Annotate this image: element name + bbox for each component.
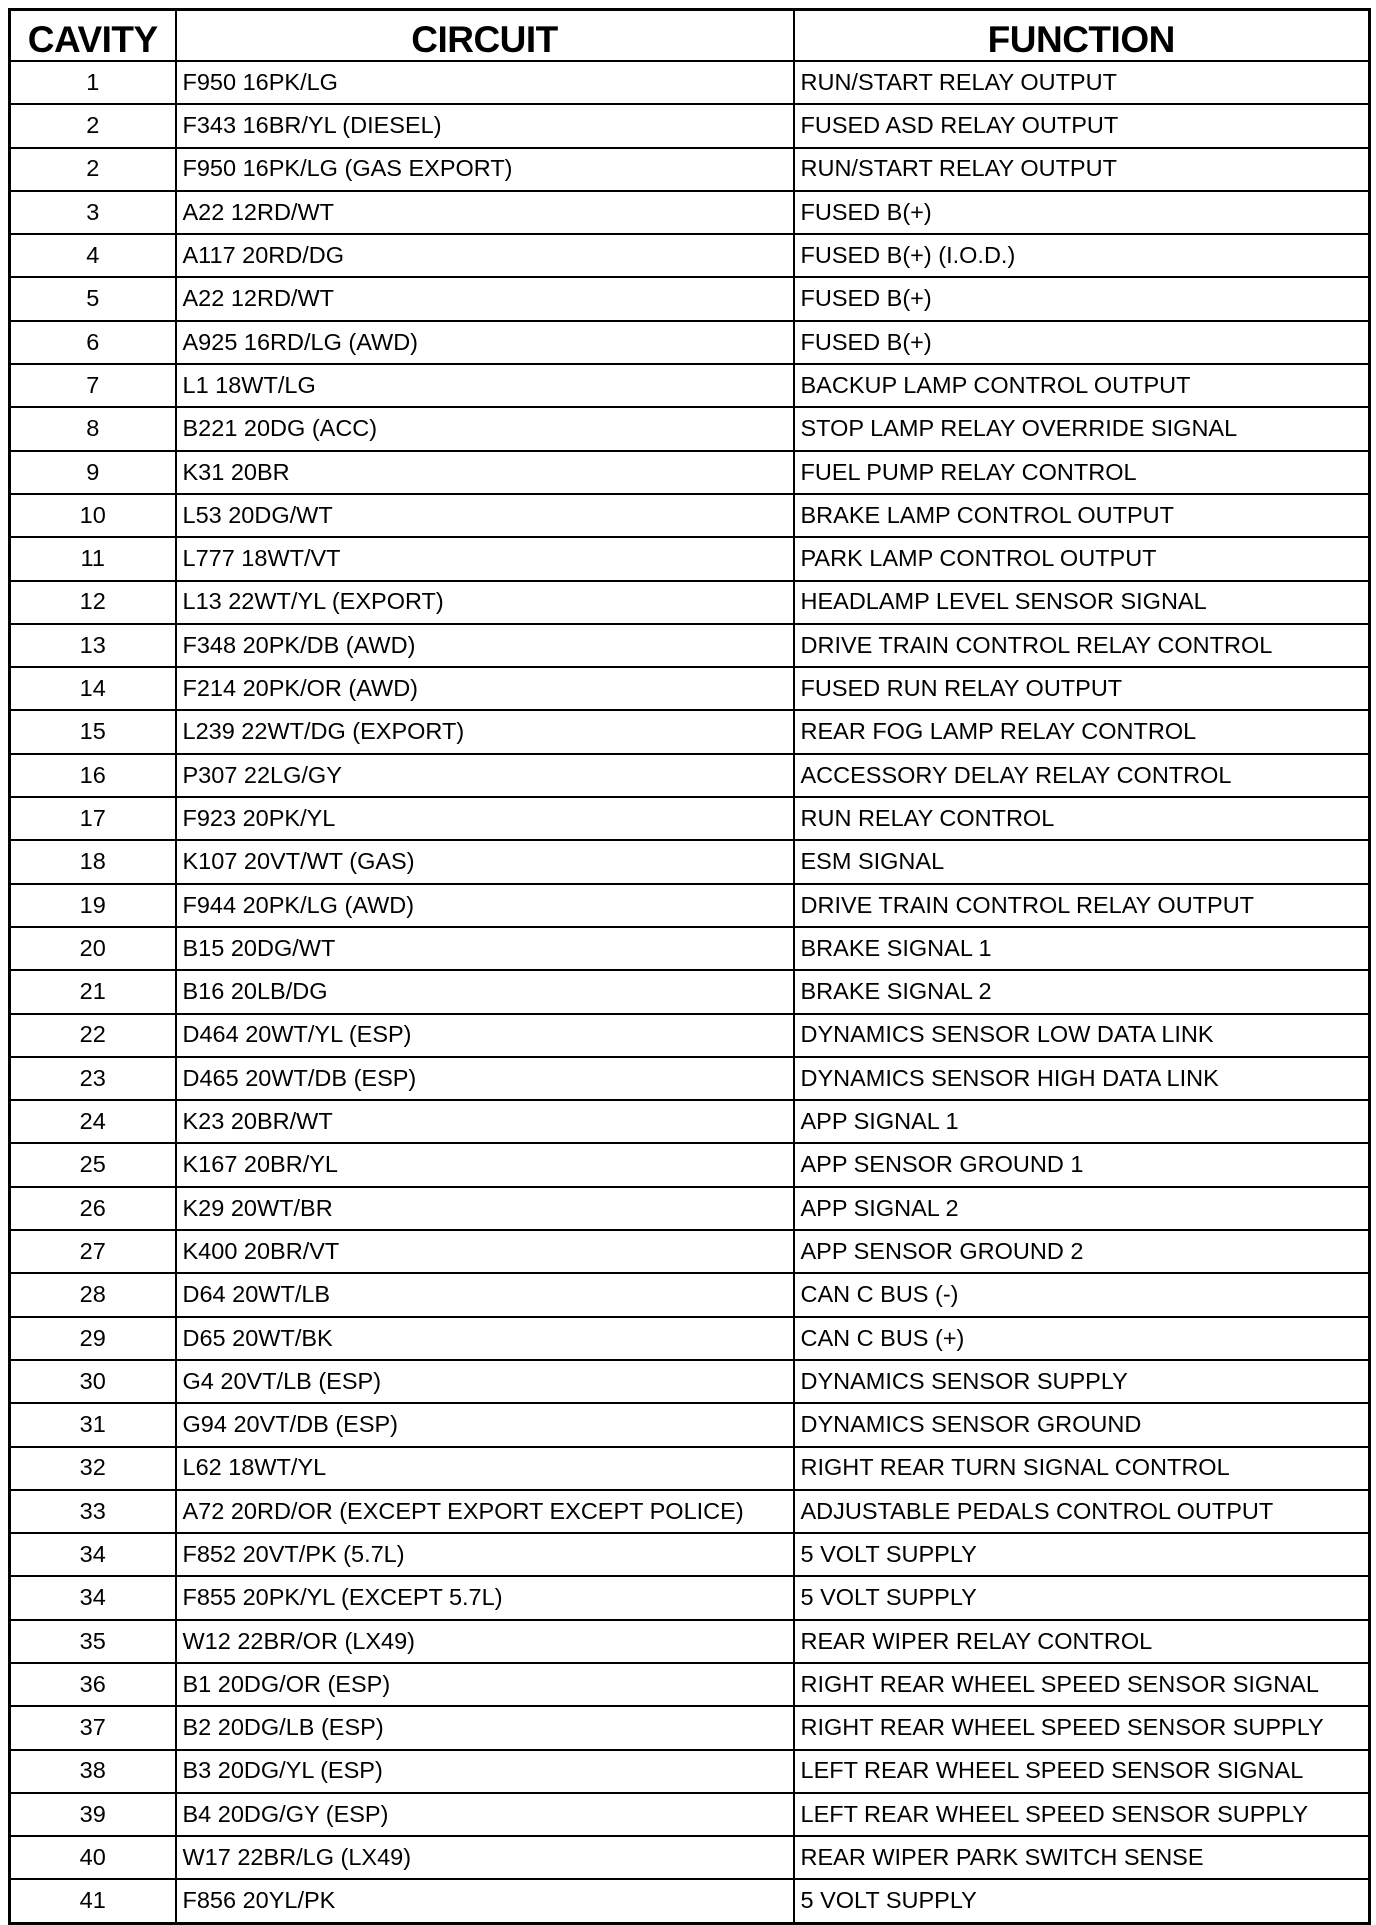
function-cell: DYNAMICS SENSOR LOW DATA LINK	[794, 1014, 1370, 1057]
cavity-cell: 24	[10, 1100, 176, 1143]
function-cell: CAN C BUS (+)	[794, 1317, 1370, 1360]
function-cell: ADJUSTABLE PEDALS CONTROL OUTPUT	[794, 1490, 1370, 1533]
cavity-cell: 40	[10, 1836, 176, 1879]
table-row	[10, 1879, 1370, 1923]
function-cell: 5 VOLT SUPPLY	[794, 1576, 1370, 1619]
cavity-cell: 27	[10, 1230, 176, 1273]
circuit-cell: F950 16PK/LG	[176, 61, 794, 104]
function-cell: 5 VOLT SUPPLY	[794, 1533, 1370, 1576]
circuit-cell: K29 20WT/BR	[176, 1187, 794, 1230]
function-cell: 5 VOLT SUPPLY	[794, 1879, 1370, 1923]
table-row	[10, 884, 1370, 927]
cavity-cell: 30	[10, 1360, 176, 1403]
circuit-cell: F343 16BR/YL (DIESEL)	[176, 104, 794, 147]
circuit-cell: L777 18WT/VT	[176, 537, 794, 580]
circuit-cell: B4 20DG/GY (ESP)	[176, 1793, 794, 1836]
circuit-cell: K167 20BR/YL	[176, 1143, 794, 1186]
function-cell: BRAKE LAMP CONTROL OUTPUT	[794, 494, 1370, 537]
cavity-cell: 12	[10, 581, 176, 624]
cavity-cell: 34	[10, 1576, 176, 1619]
cavity-cell: 13	[10, 624, 176, 667]
table-row	[10, 1317, 1370, 1360]
table-row	[10, 234, 1370, 277]
circuit-cell: L53 20DG/WT	[176, 494, 794, 537]
table-row	[10, 667, 1370, 710]
cavity-cell: 25	[10, 1143, 176, 1186]
circuit-cell: L62 18WT/YL	[176, 1447, 794, 1490]
circuit-cell: F923 20PK/YL	[176, 797, 794, 840]
cavity-cell: 1	[10, 61, 176, 104]
table-row	[10, 537, 1370, 580]
function-cell: STOP LAMP RELAY OVERRIDE SIGNAL	[794, 407, 1370, 450]
table-row	[10, 494, 1370, 537]
cavity-cell: 35	[10, 1620, 176, 1663]
cavity-cell: 36	[10, 1663, 176, 1706]
table-row	[10, 148, 1370, 191]
cavity-cell: 22	[10, 1014, 176, 1057]
table-row	[10, 1403, 1370, 1446]
table-row	[10, 1576, 1370, 1619]
table-row	[10, 1143, 1370, 1186]
circuit-cell: D465 20WT/DB (ESP)	[176, 1057, 794, 1100]
circuit-cell: B221 20DG (ACC)	[176, 407, 794, 450]
circuit-cell: A72 20RD/OR (EXCEPT EXPORT EXCEPT POLICE)	[176, 1490, 794, 1533]
table-row	[10, 624, 1370, 667]
circuit-cell: B15 20DG/WT	[176, 927, 794, 970]
circuit-cell: P307 22LG/GY	[176, 754, 794, 797]
cavity-cell: 32	[10, 1447, 176, 1490]
table-row	[10, 364, 1370, 407]
function-cell: BACKUP LAMP CONTROL OUTPUT	[794, 364, 1370, 407]
function-cell: RUN RELAY CONTROL	[794, 797, 1370, 840]
table-row	[10, 1057, 1370, 1100]
circuit-cell: F950 16PK/LG (GAS EXPORT)	[176, 148, 794, 191]
cavity-cell: 41	[10, 1879, 176, 1923]
cavity-cell: 11	[10, 537, 176, 580]
circuit-cell: W12 22BR/OR (LX49)	[176, 1620, 794, 1663]
circuit-cell: D464 20WT/YL (ESP)	[176, 1014, 794, 1057]
circuit-column-header: CIRCUIT	[176, 10, 794, 62]
table-row	[10, 451, 1370, 494]
function-cell: APP SENSOR GROUND 2	[794, 1230, 1370, 1273]
function-cell: FUEL PUMP RELAY CONTROL	[794, 451, 1370, 494]
circuit-cell: K31 20BR	[176, 451, 794, 494]
cavity-cell: 9	[10, 451, 176, 494]
circuit-cell: K23 20BR/WT	[176, 1100, 794, 1143]
cavity-cell: 5	[10, 277, 176, 320]
function-cell: BRAKE SIGNAL 2	[794, 970, 1370, 1013]
table-row	[10, 1750, 1370, 1793]
circuit-cell: B1 20DG/OR (ESP)	[176, 1663, 794, 1706]
function-cell: BRAKE SIGNAL 1	[794, 927, 1370, 970]
cavity-column-header: CAVITY	[10, 10, 176, 62]
function-cell: FUSED ASD RELAY OUTPUT	[794, 104, 1370, 147]
function-cell: DYNAMICS SENSOR GROUND	[794, 1403, 1370, 1446]
cavity-cell: 6	[10, 321, 176, 364]
circuit-cell: B16 20LB/DG	[176, 970, 794, 1013]
function-cell: PARK LAMP CONTROL OUTPUT	[794, 537, 1370, 580]
table-row	[10, 710, 1370, 753]
table-row	[10, 1793, 1370, 1836]
function-cell: FUSED B(+)	[794, 277, 1370, 320]
cavity-cell: 26	[10, 1187, 176, 1230]
table-row	[10, 104, 1370, 147]
table-row	[10, 1533, 1370, 1576]
cavity-cell: 16	[10, 754, 176, 797]
function-cell: LEFT REAR WHEEL SPEED SENSOR SIGNAL	[794, 1750, 1370, 1793]
cavity-cell: 38	[10, 1750, 176, 1793]
table-row	[10, 1360, 1370, 1403]
function-cell: DYNAMICS SENSOR HIGH DATA LINK	[794, 1057, 1370, 1100]
circuit-cell: D64 20WT/LB	[176, 1273, 794, 1316]
cavity-cell: 7	[10, 364, 176, 407]
table-row	[10, 1273, 1370, 1316]
table-row	[10, 1836, 1370, 1879]
function-cell: LEFT REAR WHEEL SPEED SENSOR SUPPLY	[794, 1793, 1370, 1836]
circuit-cell: F855 20PK/YL (EXCEPT 5.7L)	[176, 1576, 794, 1619]
function-cell: RIGHT REAR WHEEL SPEED SENSOR SUPPLY	[794, 1706, 1370, 1749]
cavity-cell: 23	[10, 1057, 176, 1100]
function-cell: ACCESSORY DELAY RELAY CONTROL	[794, 754, 1370, 797]
circuit-cell: G4 20VT/LB (ESP)	[176, 1360, 794, 1403]
table-row	[10, 61, 1370, 104]
cavity-cell: 3	[10, 191, 176, 234]
cavity-cell: 20	[10, 927, 176, 970]
cavity-cell: 17	[10, 797, 176, 840]
circuit-cell: G94 20VT/DB (ESP)	[176, 1403, 794, 1446]
table-row	[10, 1706, 1370, 1749]
circuit-cell: K400 20BR/VT	[176, 1230, 794, 1273]
circuit-cell: L1 18WT/LG	[176, 364, 794, 407]
table-row	[10, 970, 1370, 1013]
table-row	[10, 1663, 1370, 1706]
function-cell: FUSED B(+)	[794, 321, 1370, 364]
cavity-cell: 34	[10, 1533, 176, 1576]
function-cell: ESM SIGNAL	[794, 840, 1370, 883]
table-row	[10, 581, 1370, 624]
function-cell: RIGHT REAR WHEEL SPEED SENSOR SIGNAL	[794, 1663, 1370, 1706]
circuit-cell: F944 20PK/LG (AWD)	[176, 884, 794, 927]
table-row	[10, 1620, 1370, 1663]
circuit-cell: F856 20YL/PK	[176, 1879, 794, 1923]
cavity-cell: 18	[10, 840, 176, 883]
pinout-table	[8, 8, 1371, 1925]
circuit-cell: A117 20RD/DG	[176, 234, 794, 277]
table-row	[10, 1490, 1370, 1533]
table-row	[10, 1014, 1370, 1057]
cavity-cell: 15	[10, 710, 176, 753]
table-body	[10, 61, 1370, 1923]
function-cell: RUN/START RELAY OUTPUT	[794, 61, 1370, 104]
circuit-cell: F214 20PK/OR (AWD)	[176, 667, 794, 710]
cavity-cell: 31	[10, 1403, 176, 1446]
circuit-cell: B2 20DG/LB (ESP)	[176, 1706, 794, 1749]
function-cell: DRIVE TRAIN CONTROL RELAY CONTROL	[794, 624, 1370, 667]
table-row	[10, 277, 1370, 320]
cavity-cell: 10	[10, 494, 176, 537]
table-row	[10, 407, 1370, 450]
table-row	[10, 191, 1370, 234]
cavity-cell: 14	[10, 667, 176, 710]
cavity-cell: 2	[10, 104, 176, 147]
function-cell: REAR FOG LAMP RELAY CONTROL	[794, 710, 1370, 753]
table-row	[10, 754, 1370, 797]
table-row	[10, 1230, 1370, 1273]
circuit-cell: L239 22WT/DG (EXPORT)	[176, 710, 794, 753]
circuit-cell: W17 22BR/LG (LX49)	[176, 1836, 794, 1879]
cavity-cell: 19	[10, 884, 176, 927]
circuit-cell: D65 20WT/BK	[176, 1317, 794, 1360]
function-cell: DRIVE TRAIN CONTROL RELAY OUTPUT	[794, 884, 1370, 927]
function-cell: APP SIGNAL 1	[794, 1100, 1370, 1143]
function-cell: RIGHT REAR TURN SIGNAL CONTROL	[794, 1447, 1370, 1490]
circuit-cell: F852 20VT/PK (5.7L)	[176, 1533, 794, 1576]
circuit-cell: A925 16RD/LG (AWD)	[176, 321, 794, 364]
cavity-cell: 33	[10, 1490, 176, 1533]
function-cell: RUN/START RELAY OUTPUT	[794, 148, 1370, 191]
table-row	[10, 927, 1370, 970]
function-cell: CAN C BUS (-)	[794, 1273, 1370, 1316]
table-row	[10, 1447, 1370, 1490]
function-cell: REAR WIPER PARK SWITCH SENSE	[794, 1836, 1370, 1879]
circuit-cell: F348 20PK/DB (AWD)	[176, 624, 794, 667]
function-column-header: FUNCTION	[794, 10, 1370, 62]
function-cell: FUSED B(+) (I.O.D.)	[794, 234, 1370, 277]
table-row	[10, 797, 1370, 840]
table-row	[10, 1100, 1370, 1143]
connector-pinout-sheet	[8, 8, 1368, 1925]
table-row	[10, 840, 1370, 883]
table-row	[10, 321, 1370, 364]
function-cell: HEADLAMP LEVEL SENSOR SIGNAL	[794, 581, 1370, 624]
function-cell: APP SIGNAL 2	[794, 1187, 1370, 1230]
cavity-cell: 2	[10, 148, 176, 191]
table-row	[10, 1187, 1370, 1230]
function-cell: DYNAMICS SENSOR SUPPLY	[794, 1360, 1370, 1403]
cavity-cell: 21	[10, 970, 176, 1013]
circuit-cell: B3 20DG/YL (ESP)	[176, 1750, 794, 1793]
header-row	[10, 10, 1370, 62]
circuit-cell: L13 22WT/YL (EXPORT)	[176, 581, 794, 624]
cavity-cell: 28	[10, 1273, 176, 1316]
cavity-cell: 37	[10, 1706, 176, 1749]
table-header	[10, 10, 1370, 62]
function-cell: FUSED RUN RELAY OUTPUT	[794, 667, 1370, 710]
circuit-cell: A22 12RD/WT	[176, 191, 794, 234]
function-cell: REAR WIPER RELAY CONTROL	[794, 1620, 1370, 1663]
function-cell: FUSED B(+)	[794, 191, 1370, 234]
cavity-cell: 39	[10, 1793, 176, 1836]
cavity-cell: 4	[10, 234, 176, 277]
cavity-cell: 8	[10, 407, 176, 450]
cavity-cell: 29	[10, 1317, 176, 1360]
circuit-cell: A22 12RD/WT	[176, 277, 794, 320]
function-cell: APP SENSOR GROUND 1	[794, 1143, 1370, 1186]
circuit-cell: K107 20VT/WT (GAS)	[176, 840, 794, 883]
